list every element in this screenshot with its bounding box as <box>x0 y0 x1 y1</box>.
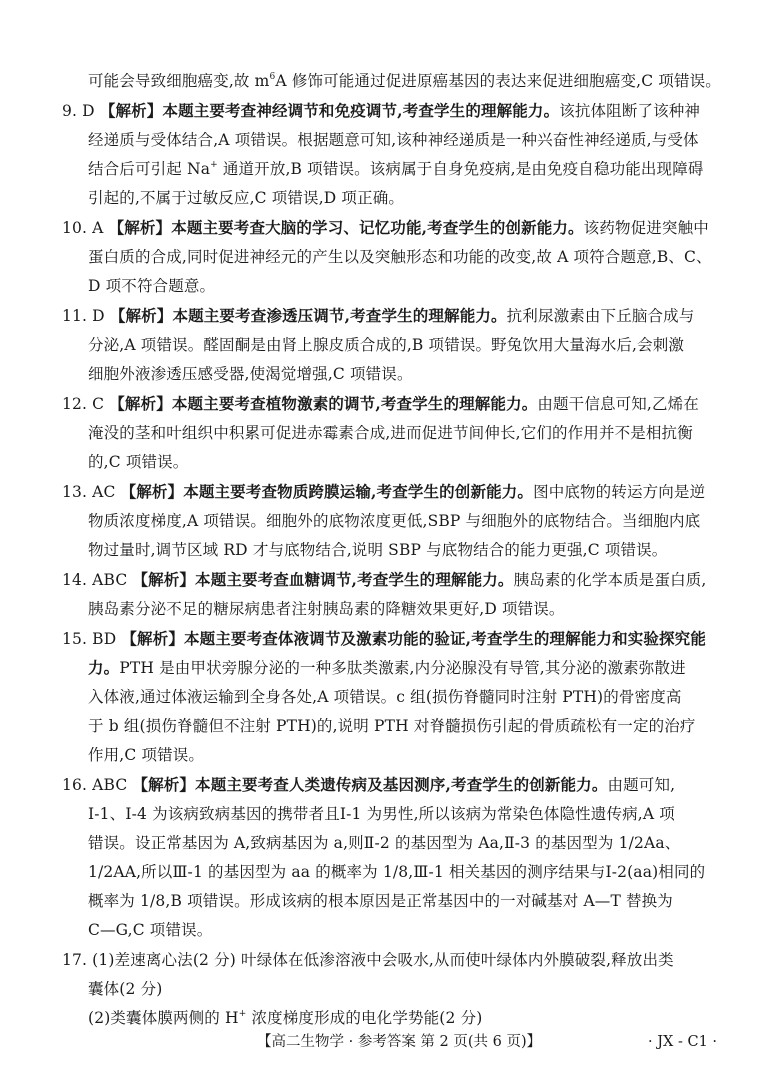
text-line <box>88 920 212 940</box>
text-span: A 修饰可能通过促进原癌基因的表达来促进细胞癌变,C 项错误。 <box>275 72 721 90</box>
text-span: 分泌,A 项错误。醛固酮是由肾上腺皮质合成的,B 项错误。野兔饮用大量海水后,会刺激 <box>88 336 685 354</box>
bold-text: 【解析】本题主要考查体液调节及激素功能的验证,考查学生的理解能力和实验探究能 <box>121 629 706 648</box>
bold-text: 【解析】本题主要考查人类遗传病及基因测序,考查学生的创新能力。 <box>132 775 608 794</box>
text-line <box>88 716 696 736</box>
text-span: (2)类囊体膜两侧的 H <box>88 1009 239 1027</box>
text-line <box>88 130 699 150</box>
text-line <box>88 833 680 853</box>
text-span: 12. C <box>62 395 110 413</box>
text-span: 概率为 1/8,B 项错误。形成该病的根本原因是正常基因中的一对碱基对 A—T 替换为 <box>88 892 673 910</box>
text-span: 作用,C 项错误。 <box>88 746 205 764</box>
text-line <box>88 599 565 619</box>
text-span: 淹没的茎和叶组织中积累可促进赤霉素合成,进而促进节间伸长,它们的作用并不是相抗衡 <box>88 424 693 442</box>
text-span: 15. BD <box>62 630 122 648</box>
text-line <box>88 1008 482 1028</box>
text-line <box>88 159 704 179</box>
text-span: 于 b 组(损伤脊髓但不注射 PTH)的,说明 PTH 对脊髓损伤引起的骨质疏松有一定的治疗 <box>88 717 696 735</box>
text-span: 由题干信息可知,乙烯在 <box>537 395 699 413</box>
exam-code: · JX - C1 · <box>648 1034 718 1050</box>
bold-text: 【解析】本题主要考查神经调节和免疫调节,考查学生的理解能力。 <box>99 101 560 120</box>
superscript: + <box>238 1008 247 1019</box>
bold-text: 【解析】本题主要考查血糖调节,考查学生的理解能力。 <box>132 570 514 589</box>
text-span: Ⅰ-1、Ⅰ-4 为该病致病基因的携带者且Ⅰ-1 为男性,所以该病为常染色体隐性遗传病,A 项 <box>88 805 675 823</box>
text-line <box>62 101 700 121</box>
text-line <box>88 540 667 560</box>
superscript: + <box>210 159 218 170</box>
text-line <box>88 891 673 911</box>
text-line <box>62 482 705 502</box>
text-line <box>62 950 674 970</box>
text-span: 结合后可引起 Na <box>88 160 211 178</box>
text-span: 13. AC <box>62 483 121 501</box>
text-line <box>62 306 694 326</box>
text-line <box>88 687 682 707</box>
text-span: 浓度梯度形成的电化学势能(2 分) <box>246 1009 483 1027</box>
text-line <box>88 511 700 531</box>
text-line <box>62 629 706 649</box>
text-line <box>62 570 706 590</box>
text-line <box>88 71 721 91</box>
text-line <box>88 188 404 208</box>
bold-text: 力。 <box>88 658 120 677</box>
text-span: 错误。设正常基因为 A,致病基因为 a,则Ⅱ-2 的基因型为 Aa,Ⅱ-3 的基因型为 1/2Aa、 <box>88 834 681 852</box>
text-span: 可能会导致细胞癌变,故 m <box>88 72 270 90</box>
text-line <box>88 745 204 765</box>
text-span: 引起的,不属于过敏反应,C 项错误,D 项正确。 <box>88 189 405 207</box>
bold-text: 【解析】本题主要考查大脑的学习、记忆功能,考查学生的创新能力。 <box>108 218 584 237</box>
text-line <box>62 775 675 795</box>
text-span: 9. D <box>62 102 100 120</box>
text-span: 16. ABC <box>62 776 133 794</box>
text-span: 的,C 项错误。 <box>88 453 189 471</box>
text-span: 11. D <box>62 307 110 325</box>
text-span: 17. (1)差速离心法(2 分) 叶绿体在低渗溶液中会吸水,从而使叶绿体内外膜破裂,释放出类 <box>62 951 674 969</box>
text-span: 囊体(2 分) <box>88 980 163 998</box>
text-line <box>62 218 709 238</box>
bold-text: 【解析】本题主要考查植物激素的调节,考查学生的理解能力。 <box>109 394 538 413</box>
text-span: 1/2AA,所以Ⅲ-1 的基因型为 aa 的概率为 1/8,Ⅲ-1 相关基因的测序结果与Ⅰ-2(aa)相同的 <box>88 863 706 881</box>
text-line <box>88 423 693 443</box>
text-span: 物质浓度梯度,A 项错误。细胞外的底物浓度更低,SBP 与细胞外的底物结合。当细胞内底 <box>88 512 701 530</box>
text-span: 物过量时,调节区域 RD 才与底物结合,说明 SBP 与底物结合的能力更强,C 项错误。 <box>88 541 668 559</box>
text-span: 经递质与受体结合,A 项错误。根据题意可知,该种神经递质是一种兴奋性神经递质,与受体 <box>88 131 699 149</box>
text-span: 14. ABC <box>62 571 133 589</box>
text-span: 该抗体阻断了该种神 <box>559 102 701 120</box>
text-span: 图中底物的转运方向是逆 <box>533 483 706 501</box>
text-span: 10. A <box>62 219 109 237</box>
text-span: 入体液,通过体液运输到全身各处,A 项错误。c 组(损伤脊髓同时注射 PTH)的骨密度高 <box>88 688 682 706</box>
text-line <box>88 862 705 882</box>
text-span: 胰岛素分泌不足的糖尿病患者注射胰岛素的降糖效果更好,D 项错误。 <box>88 600 565 618</box>
text-span: 抗利尿激素由下丘脑合成与 <box>506 307 695 325</box>
text-span: 胰岛素的化学本质是蛋白质, <box>513 571 707 589</box>
text-span: 由题可知, <box>607 776 676 794</box>
text-line <box>88 335 684 355</box>
text-line <box>88 658 686 678</box>
text-line <box>88 452 188 472</box>
text-span: 细胞外液渗透压感受器,使渴觉增强,C 项错误。 <box>88 365 413 383</box>
text-span: 通道开放,B 项错误。该病属于自身免疫病,是由免疫自稳功能出现障碍 <box>217 160 704 178</box>
text-span: C—G,C 项错误。 <box>88 921 213 939</box>
text-line <box>88 804 675 824</box>
text-line <box>62 394 699 414</box>
bold-text: 【解析】本题主要考查物质跨膜运输,考查学生的创新能力。 <box>120 482 534 501</box>
text-line <box>88 979 162 999</box>
text-span: 蛋白质的合成,同时促进神经元的产生以及突触形态和功能的改变,故 A 项符合题意,B、C、 <box>88 248 712 266</box>
text-line <box>88 247 712 267</box>
text-span: D 项不符合题意。 <box>88 277 216 295</box>
text-line <box>88 364 413 384</box>
text-line <box>88 276 215 296</box>
text-span: PTH 是由甲状旁腺分泌的一种多肽类激素,内分泌腺没有导管,其分泌的激素弥散进 <box>119 659 686 677</box>
superscript: 6 <box>269 71 276 82</box>
page-footer: 【高二生物学 · 参考答案 第 2 页(共 6 页)】 <box>257 1034 542 1050</box>
text-span: 该药物促进突触中 <box>583 219 709 237</box>
bold-text: 【解析】本题主要考查渗透压调节,考查学生的理解能力。 <box>109 306 507 325</box>
